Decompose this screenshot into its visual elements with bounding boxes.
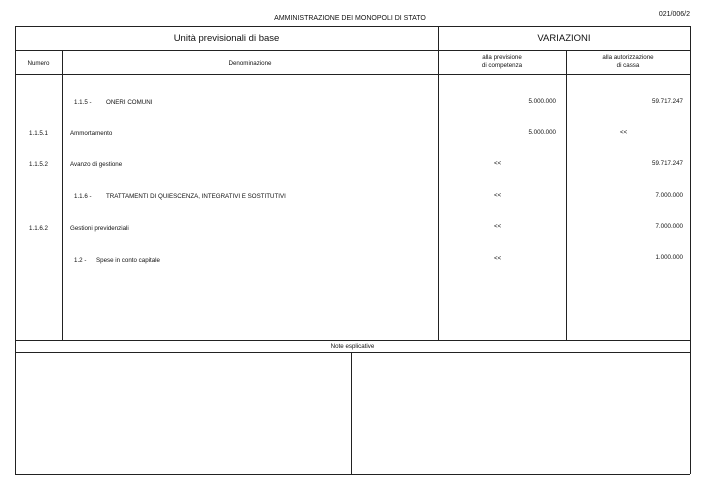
row-denominazione: TRATTAMENTI DI QUIESCENZA, INTEGRATIVI E SOSTITUTIVI bbox=[106, 193, 286, 200]
row-denominazione: Avanzo di gestione bbox=[70, 161, 123, 168]
row-denominazione: Gestioni previdenziali bbox=[70, 225, 129, 232]
section-variazioni: VARIAZIONI bbox=[537, 33, 591, 44]
document-title: AMMINISTRAZIONE DEI MONOPOLI DI STATO bbox=[274, 15, 426, 22]
row-cassa: 7.000.000 bbox=[655, 192, 683, 199]
row-cassa: 1.000.000 bbox=[655, 254, 683, 261]
row-prefix: 1.1.5 - bbox=[74, 99, 92, 106]
row-denominazione: ONERI COMUNI bbox=[106, 99, 153, 106]
row-cassa: 59.717.247 bbox=[652, 98, 683, 105]
column-header-competenza: alla previsione di competenza bbox=[481, 54, 523, 69]
document-code: 021/006/2 bbox=[658, 11, 690, 18]
row-prefix: 1.1.6 - bbox=[74, 193, 92, 200]
row-numero: 1.1.5.2 bbox=[29, 161, 48, 168]
row-competenza: << bbox=[494, 223, 502, 230]
row-numero: 1.1.6.2 bbox=[29, 225, 48, 232]
row-denominazione: Spese in conto capitale bbox=[96, 257, 160, 264]
row-competenza: << bbox=[494, 192, 502, 199]
row-cassa: 7.000.000 bbox=[655, 223, 683, 230]
row-competenza: << bbox=[494, 255, 502, 262]
column-header-denominazione: Denominazione bbox=[228, 60, 272, 67]
column-header-numero: Numero bbox=[27, 60, 50, 67]
notes-right-panel bbox=[352, 353, 689, 473]
row-cassa: << bbox=[620, 129, 628, 136]
notes-left-panel bbox=[16, 353, 350, 473]
row-numero: 1.1.5.1 bbox=[29, 130, 48, 137]
row-cassa: 59.717.247 bbox=[652, 160, 683, 167]
section-unita-previsionali: Unità previsionali di base bbox=[173, 33, 280, 44]
column-header-cassa: alla autorizzazione di cassa bbox=[602, 54, 654, 69]
notes-title: Note esplicative bbox=[330, 343, 375, 350]
row-competenza: << bbox=[494, 160, 502, 167]
row-prefix: 1.2 - bbox=[74, 257, 87, 264]
row-competenza: 5.000.000 bbox=[528, 98, 556, 105]
row-competenza: 5.000.000 bbox=[528, 129, 556, 136]
row-denominazione: Ammortamento bbox=[70, 130, 113, 137]
